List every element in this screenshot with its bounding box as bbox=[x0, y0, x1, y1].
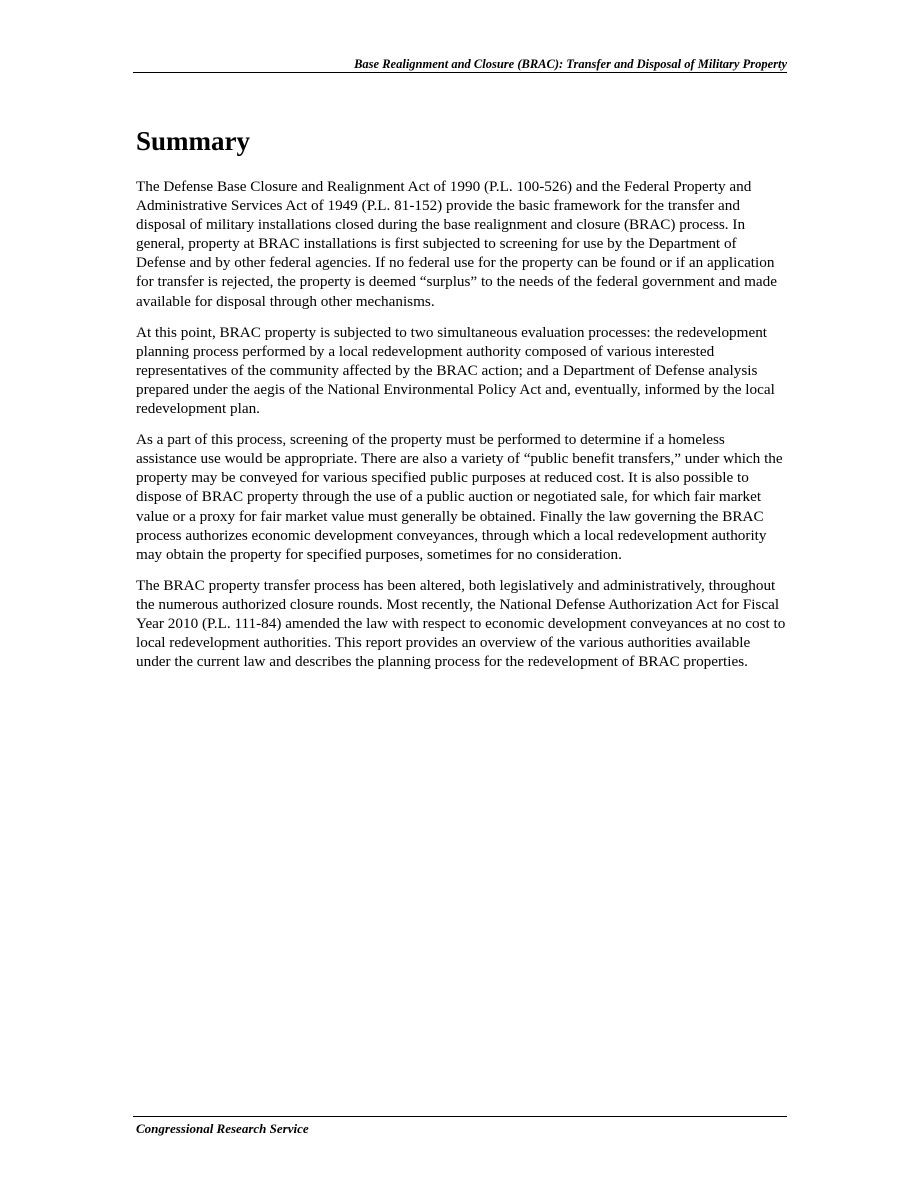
summary-body bbox=[136, 177, 788, 683]
running-header-title: Base Realignment and Closure (BRAC): Transfer and Disposal of Military Property bbox=[354, 57, 787, 71]
footer-rule bbox=[133, 1116, 787, 1117]
summary-heading: Summary bbox=[136, 126, 250, 156]
summary-paragraph-3: As a part of this process, screening of the property must be performed to determine if a homeless assistance use would be appropriate. There are also a variety of “public benefit transfers,” under which the property may be conveyed for various specified public purposes at reduced cost. It is also possible to dispose of BRAC property through the use of a public auction or negotiated sale, for which fair market value or a proxy for fair market value must generally be obtained. Finally the law governing the BRAC process authorizes economic development conveyances, through which a local redevelopment authority may obtain the property for specified purposes, sometimes for no consideration. bbox=[136, 431, 783, 563]
header-rule bbox=[133, 72, 787, 73]
summary-paragraph-4: The BRAC property transfer process has been altered, both legislatively and administratively, throughout the numerous authorized closure rounds. Most recently, the National Defense Authorization Act for Fiscal Year 2010 (P.L. 111-84) amended the law with respect to economic development conveyances at no cost to local redevelopment authorities. This report provides an overview of the various authorities available under the current law and describes the planning process for the redevelopment of BRAC properties. bbox=[136, 576, 786, 671]
summary-paragraph-1: The Defense Base Closure and Realignment Act of 1990 (P.L. 100-526) and the Federal Property and Administrative Services Act of 1949 (P.L. 81-152) provide the basic framework for the transfer and disposal of military installations closed during the base realignment and closure (BRAC) process. In general, property at BRAC installations is first subjected to screening for use by the Department of Defense and by other federal agencies. If no federal use for the property can be found or if an application for transfer is rejected, the property is deemed “surplus” to the needs of the federal government and made available for disposal through other mechanisms. bbox=[136, 178, 777, 310]
summary-paragraph-2: At this point, BRAC property is subjected to two simultaneous evaluation processes: the redevelopment planning process performed by a local redevelopment authority composed of various interested representatives of the community affected by the BRAC action; and a Department of Defense analysis prepared under the aegis of the National Environmental Policy Act and, eventually, informed by the local redevelopment plan. bbox=[136, 323, 775, 418]
running-footer-organization: Congressional Research Service bbox=[136, 1121, 309, 1136]
